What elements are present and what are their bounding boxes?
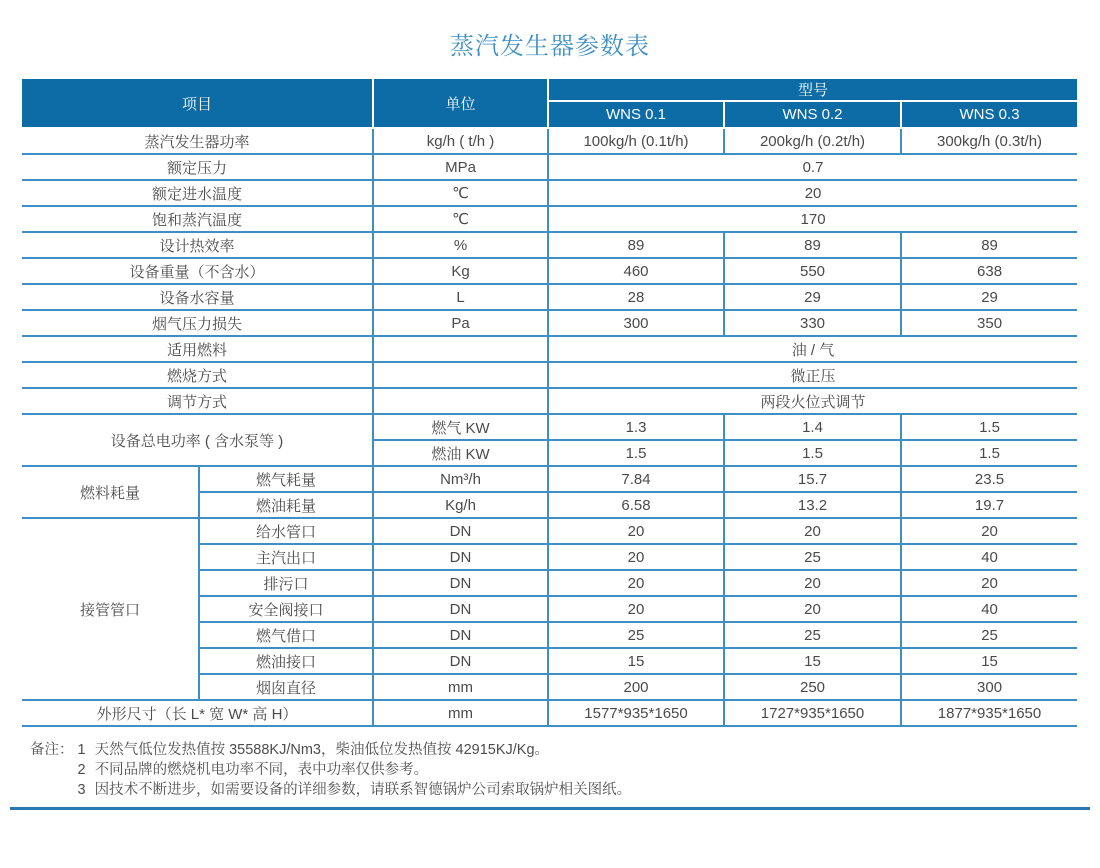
cell-item: 设备重量（不含水） (22, 258, 373, 284)
cell-value-span: 两段火位式调节 (548, 388, 1077, 414)
cell-unit: ℃ (373, 206, 548, 232)
cell-unit: 燃油 KW (373, 440, 548, 466)
cell-unit: Nm³/h (373, 466, 548, 492)
cell-value: 15 (901, 648, 1077, 674)
cell-group-label: 设备总电功率 ( 含水泵等 ) (22, 414, 373, 466)
cell-value: 29 (901, 284, 1077, 310)
row-regulation (22, 388, 1077, 414)
row-power-total-gas (22, 414, 1077, 440)
cell-unit-empty (373, 362, 548, 388)
cell-value: 25 (548, 622, 724, 648)
cell-value: 1.5 (901, 414, 1077, 440)
cell-value: 1.5 (724, 440, 901, 466)
cell-value-span: 油 / 气 (548, 336, 1077, 362)
cell-value: 23.5 (901, 466, 1077, 492)
note-item-1 (74, 740, 632, 760)
header-model-wns-0.1: WNS 0.1 (548, 101, 724, 128)
cell-value: 13.2 (724, 492, 901, 518)
cell-value: 1.3 (548, 414, 724, 440)
cell-unit: Kg/h (373, 492, 548, 518)
cell-unit: L (373, 284, 548, 310)
row-water-capacity (22, 284, 1077, 310)
cell-value: 1877*935*1650 (901, 700, 1077, 726)
cell-value: 20 (901, 518, 1077, 544)
cell-unit: Kg (373, 258, 548, 284)
cell-value: 350 (901, 310, 1077, 336)
page-title: 蒸汽发生器参数表 (450, 33, 650, 60)
row-weight (22, 258, 1077, 284)
cell-unit: DN (373, 518, 548, 544)
header-model-wns-0.2: WNS 0.2 (724, 101, 901, 128)
cell-item: 额定进水温度 (22, 180, 373, 206)
note-text: 因技术不断进步，如需要设备的详细参数，请联系智德锅炉公司索取锅炉相关图纸。 (94, 782, 632, 798)
cell-value: 15 (724, 648, 901, 674)
cell-subitem: 燃油接口 (199, 648, 373, 674)
cell-unit: kg/h ( t/h ) (373, 128, 548, 154)
cell-subitem: 安全阀接口 (199, 596, 373, 622)
header-unit: 单位 (373, 79, 548, 128)
cell-value: 20 (548, 570, 724, 596)
cell-value: 20 (724, 596, 901, 622)
cell-subitem: 燃气借口 (199, 622, 373, 648)
row-fuel (22, 336, 1077, 362)
cell-value: 89 (548, 232, 724, 258)
row-fuel-consumption-gas (22, 466, 1077, 492)
note-text: 天然气低位发热值按 35588KJ/Nm3，柴油低位发热值按 42915KJ/Kg。 (94, 742, 550, 758)
cell-item: 调节方式 (22, 388, 373, 414)
cell-value: 15.7 (724, 466, 901, 492)
cell-item: 设计热效率 (22, 232, 373, 258)
cell-subitem: 给水管口 (199, 518, 373, 544)
cell-value: 1577*935*1650 (548, 700, 724, 726)
cell-subitem: 燃油耗量 (199, 492, 373, 518)
cell-subitem: 主汽出口 (199, 544, 373, 570)
cell-value-span: 微正压 (548, 362, 1077, 388)
cell-value: 1.5 (548, 440, 724, 466)
cell-unit: DN (373, 622, 548, 648)
cell-subitem: 燃气耗量 (199, 466, 373, 492)
cell-value: 25 (724, 622, 901, 648)
cell-item: 适用燃料 (22, 336, 373, 362)
notes (30, 740, 1100, 800)
cell-value-span: 170 (548, 206, 1077, 232)
cell-value: 20 (548, 596, 724, 622)
cell-value: 28 (548, 284, 724, 310)
note-item-3 (74, 780, 632, 800)
row-power (22, 128, 1077, 154)
cell-item: 饱和蒸汽温度 (22, 206, 373, 232)
cell-unit: 燃气 KW (373, 414, 548, 440)
cell-value: 300kg/h (0.3t/h) (901, 128, 1077, 154)
cell-value: 200 (548, 674, 724, 700)
cell-value: 330 (724, 310, 901, 336)
cell-item: 燃烧方式 (22, 362, 373, 388)
bottom-rule-divider (10, 807, 1090, 810)
cell-value: 460 (548, 258, 724, 284)
cell-group-label: 燃料耗量 (22, 466, 199, 518)
cell-item: 额定压力 (22, 154, 373, 180)
header-model: 型号 (548, 79, 1077, 101)
parameters-table (22, 79, 1077, 727)
cell-value: 200kg/h (0.2t/h) (724, 128, 901, 154)
note-number: 2 (77, 762, 86, 778)
row-feed-water-temp (22, 180, 1077, 206)
row-rated-pressure (22, 154, 1077, 180)
cell-group-label: 接管管口 (22, 518, 199, 700)
cell-value: 20 (548, 518, 724, 544)
cell-item: 外形尺寸（长 L* 宽 W* 高 H） (22, 700, 373, 726)
cell-value: 20 (548, 544, 724, 570)
cell-unit: mm (373, 674, 548, 700)
row-thermal-eff (22, 232, 1077, 258)
cell-value: 300 (548, 310, 724, 336)
cell-unit: DN (373, 544, 548, 570)
notes-label: 备注： (30, 742, 74, 758)
cell-unit-empty (373, 388, 548, 414)
cell-value: 20 (901, 570, 1077, 596)
cell-unit: DN (373, 596, 548, 622)
header-row-1 (22, 79, 1077, 101)
note-number: 3 (77, 782, 86, 798)
notes-items (74, 740, 632, 800)
cell-value: 20 (724, 570, 901, 596)
cell-value: 40 (901, 596, 1077, 622)
cell-unit: DN (373, 570, 548, 596)
note-item-2 (74, 760, 632, 780)
cell-unit: MPa (373, 154, 548, 180)
note-number: 1 (77, 742, 86, 758)
row-port-feed-water (22, 518, 1077, 544)
cell-value: 89 (901, 232, 1077, 258)
row-combustion (22, 362, 1077, 388)
cell-unit-empty (373, 336, 548, 362)
row-sat-steam-temp (22, 206, 1077, 232)
row-dimensions (22, 700, 1077, 726)
header-model-wns-0.3: WNS 0.3 (901, 101, 1077, 128)
note-text: 不同品牌的燃烧机电功率不同，表中功率仅供参考。 (94, 762, 429, 778)
cell-value: 19.7 (901, 492, 1077, 518)
cell-value: 1.4 (724, 414, 901, 440)
cell-item: 蒸汽发生器功率 (22, 128, 373, 154)
cell-value: 25 (724, 544, 901, 570)
cell-value: 1727*935*1650 (724, 700, 901, 726)
cell-value: 550 (724, 258, 901, 284)
header-item: 项目 (22, 79, 373, 128)
cell-value: 25 (901, 622, 1077, 648)
cell-subitem: 烟囱直径 (199, 674, 373, 700)
cell-value: 15 (548, 648, 724, 674)
cell-value: 1.5 (901, 440, 1077, 466)
cell-value: 89 (724, 232, 901, 258)
cell-value: 638 (901, 258, 1077, 284)
cell-value-span: 20 (548, 180, 1077, 206)
cell-value: 300 (901, 674, 1077, 700)
cell-value: 29 (724, 284, 901, 310)
cell-value: 100kg/h (0.1t/h) (548, 128, 724, 154)
cell-value: 40 (901, 544, 1077, 570)
cell-unit: ℃ (373, 180, 548, 206)
cell-item: 烟气压力损失 (22, 310, 373, 336)
cell-value: 20 (724, 518, 901, 544)
cell-unit: mm (373, 700, 548, 726)
cell-unit: Pa (373, 310, 548, 336)
cell-value: 6.58 (548, 492, 724, 518)
cell-value: 7.84 (548, 466, 724, 492)
cell-unit: % (373, 232, 548, 258)
cell-unit: DN (373, 648, 548, 674)
cell-value: 250 (724, 674, 901, 700)
cell-subitem: 排污口 (199, 570, 373, 596)
row-flue-loss (22, 310, 1077, 336)
cell-item: 设备水容量 (22, 284, 373, 310)
cell-value-span: 0.7 (548, 154, 1077, 180)
